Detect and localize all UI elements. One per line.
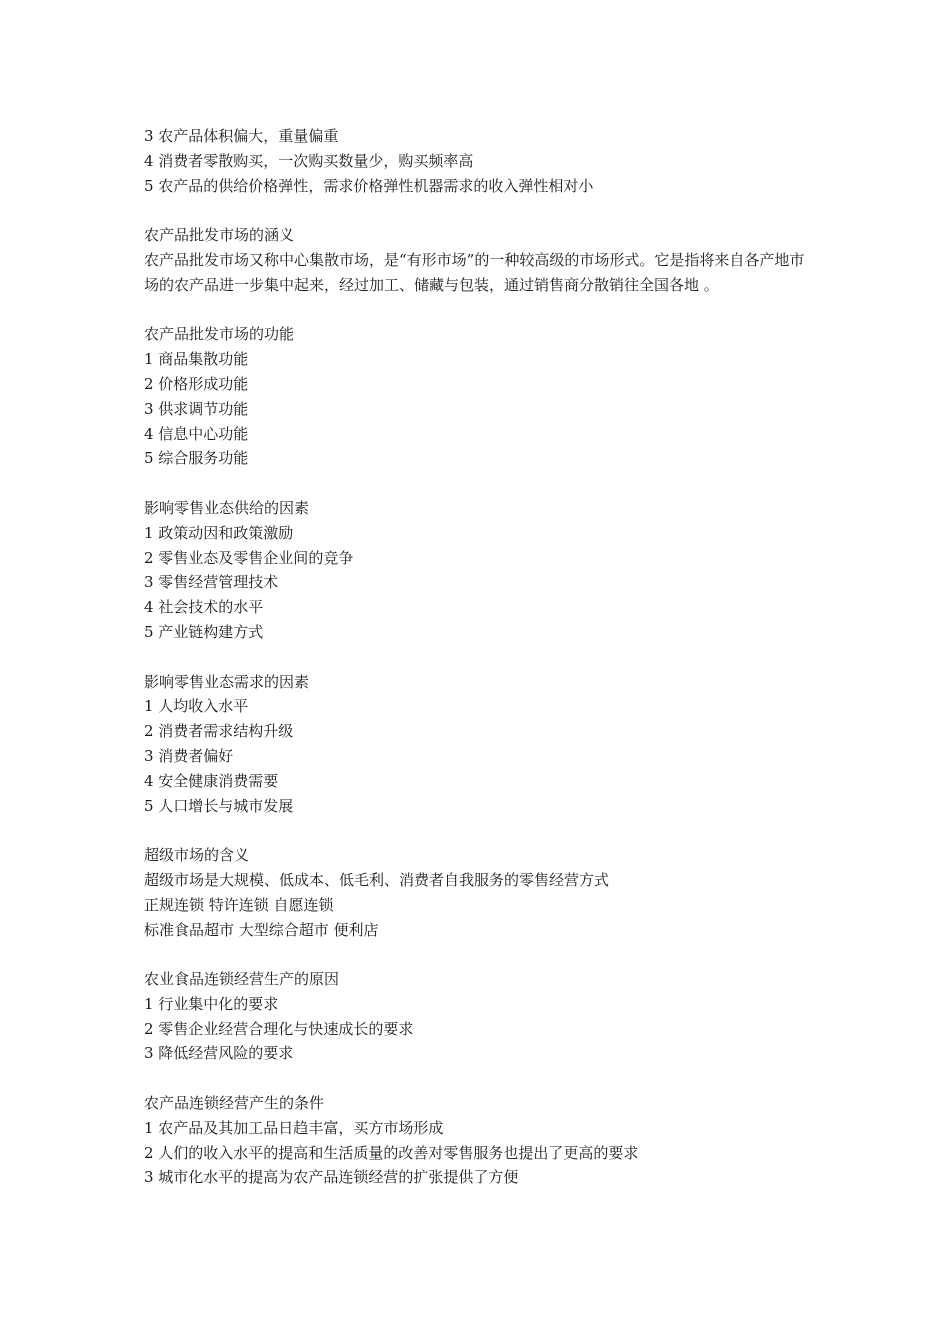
spacer (144, 198, 816, 223)
document-page (144, 124, 816, 1190)
list-item: 1 商品集散功能 (144, 350, 249, 369)
list-item: 5 产业链构建方式 (144, 622, 264, 641)
list-item: 4 消费者零散购买，一次购买数量少，购买频率高 (144, 151, 474, 170)
list-item: 2 零售业态及零售企业间的竞争 (144, 548, 354, 567)
list-item: 5 农产品的供给价格弹性，需求价格弹性机器需求的收入弹性相对小 (144, 176, 594, 195)
list-item: 正规连锁 特许连锁 自愿连锁 (144, 895, 334, 914)
section-heading: 农产品批发市场的功能 (144, 325, 295, 344)
list-item: 3 城市化水平的提高为农产品连锁经营的扩张提供了方便 (144, 1168, 519, 1187)
list-item: 2 价格形成功能 (144, 374, 249, 393)
list-item: 3 供求调节功能 (144, 399, 249, 418)
section-chain-conditions (144, 1091, 816, 1190)
list-item: 3 农产品体积偏大，重量偏重 (144, 127, 339, 145)
section-wholesale-functions (144, 322, 816, 471)
list-item: 超级市场是大规模、低成本、低毛利、消费者自我服务的零售经营方式 (144, 870, 610, 889)
list-item: 5 人口增长与城市发展 (144, 796, 294, 815)
paragraph: 农产品批发市场又称中心集散市场，是“有形市场”的一种较高级的市场形式。它是指将来自各产地市场的农产品进一步集中起来，经过加工、储藏与包装，通过销售商分散销往全国各地 。 (144, 250, 805, 294)
section-retail-supply-factors (144, 496, 816, 645)
list-item: 5 综合服务功能 (144, 449, 249, 468)
section-retail-demand-factors (144, 670, 816, 819)
spacer (144, 818, 816, 843)
list-item: 2 人们的收入水平的提高和生活质量的改善对零售服务也提出了更高的要求 (144, 1143, 639, 1162)
list-item: 2 零售企业经营合理化与快速成长的要求 (144, 1019, 414, 1038)
section-heading: 超级市场的含义 (144, 846, 250, 865)
spacer (144, 471, 816, 496)
list-item: 1 农产品及其加工品日趋丰富，买方市场形成 (144, 1118, 444, 1137)
section-intro-list (144, 124, 816, 198)
list-item: 标准食品超市 大型综合超市 便利店 (144, 920, 379, 939)
spacer (144, 645, 816, 670)
list-item: 2 消费者需求结构升级 (144, 722, 294, 741)
section-heading: 农业食品连锁经营生产的原因 (144, 970, 340, 989)
section-heading: 影响零售业态供给的因素 (144, 498, 310, 517)
list-item: 3 降低经营风险的要求 (144, 1044, 294, 1063)
spacer (144, 298, 816, 323)
list-item: 4 安全健康消费需要 (144, 771, 279, 790)
section-supermarket-definition (144, 843, 816, 942)
section-heading: 影响零售业态需求的因素 (144, 672, 310, 691)
list-item: 4 社会技术的水平 (144, 598, 264, 617)
list-item: 1 政策动因和政策激励 (144, 523, 294, 542)
section-wholesale-definition (144, 223, 816, 297)
list-item: 3 消费者偏好 (144, 746, 234, 765)
list-item: 1 行业集中化的要求 (144, 994, 279, 1013)
section-chain-reasons (144, 967, 816, 1066)
spacer (144, 1066, 816, 1091)
list-item: 1 人均收入水平 (144, 697, 249, 716)
list-item: 3 零售经营管理技术 (144, 573, 279, 592)
section-heading: 农产品连锁经营产生的条件 (144, 1094, 325, 1113)
section-heading: 农产品批发市场的涵义 (144, 226, 295, 245)
list-item: 4 信息中心功能 (144, 424, 249, 443)
spacer (144, 942, 816, 967)
